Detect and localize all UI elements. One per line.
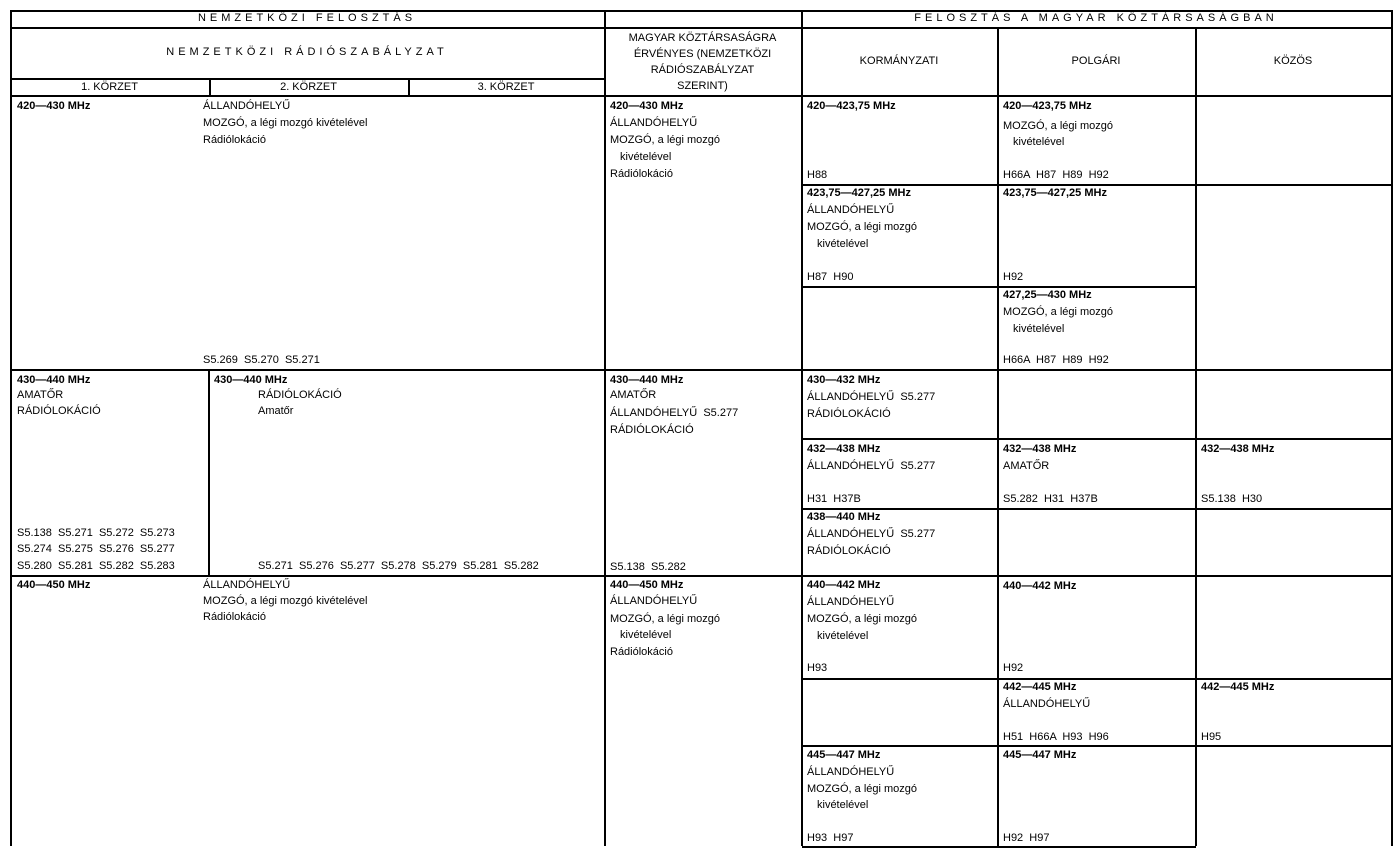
s2-region1-footnotes-2: S5.274 S5.275 S5.276 S5.277 — [17, 543, 175, 555]
s2-hu-service-1: AMATŐR — [610, 389, 657, 401]
s3-hu-service-1: ÁLLANDÓHELYŰ — [610, 595, 698, 607]
s2-civil-footnotes-2: S5.282 H31 H37B — [1003, 493, 1098, 505]
s3-hu-service-3: kivételével — [620, 629, 672, 641]
radio-regulations-title: NEMZETKÖZI RÁDIÓSZABÁLYZAT — [166, 46, 448, 58]
s2-gov-band-1: 430—432 MHz — [807, 374, 881, 386]
region-3-header: 3. KÖRZET — [477, 81, 535, 93]
s3-hu-service-2: MOZGÓ, a légi mozgó — [610, 613, 721, 625]
s1-civil-footnotes-1: H66A H87 H89 H92 — [1003, 169, 1109, 181]
s3-gov-service-3c: kivételével — [817, 799, 869, 811]
s1-gov-service-2c: kivételével — [817, 238, 869, 250]
s2-gov-band-2: 432—438 MHz — [807, 443, 881, 455]
s1-hu-band: 420—430 MHz — [610, 100, 684, 112]
s2-region23-band: 430—440 MHz — [214, 374, 288, 386]
s1-intl-band: 420—430 MHz — [17, 100, 91, 112]
s1-intl-footnotes: S5.269 S5.270 S5.271 — [203, 354, 320, 366]
s3-gov-band-3: 445—447 MHz — [807, 749, 881, 761]
s1-intl-service-3: Rádiólokáció — [203, 134, 266, 146]
s3-common-band-2: 442—445 MHz — [1201, 681, 1275, 693]
s1-gov-band-2: 423,75—427,25 MHz — [807, 187, 911, 199]
s2-region1-band: 430—440 MHz — [17, 374, 91, 386]
valid-header-line-3: RÁDIÓSZABÁLYZAT — [650, 64, 755, 76]
s1-gov-service-2b: MOZGÓ, a légi mozgó — [807, 221, 918, 233]
s3-civil-band-1: 440—442 MHz — [1003, 580, 1077, 592]
s2-region23-service-1: RÁDIÓLOKÁCIÓ — [258, 389, 342, 401]
s3-intl-service-3: Rádiólokáció — [203, 611, 266, 623]
s2-hu-band: 430—440 MHz — [610, 374, 684, 386]
s3-gov-service-1a: ÁLLANDÓHELYŰ — [807, 596, 895, 608]
s2-common-band-2: 432—438 MHz — [1201, 443, 1275, 455]
s3-civil-service-2: ÁLLANDÓHELYŰ — [1003, 698, 1091, 710]
s2-region23-service-2: Amatőr — [258, 405, 294, 417]
s2-gov-service-1b: RÁDIÓLOKÁCIÓ — [807, 408, 891, 420]
valid-header-line-1: MAGYAR KÖZTÁRSASÁGRA — [628, 32, 777, 44]
region-1-header: 1. KÖRZET — [81, 81, 138, 93]
region-2-header: 2. KÖRZET — [280, 81, 337, 93]
civil-header: POLGÁRI — [1071, 55, 1121, 67]
s2-hu-footnotes: S5.138 S5.282 — [610, 561, 686, 573]
s1-hu-service-4: Rádiólokáció — [610, 168, 673, 180]
s3-civil-footnotes-1: H92 — [1003, 662, 1024, 674]
s3-gov-service-1b: MOZGÓ, a légi mozgó — [807, 613, 918, 625]
s1-intl-service-1: ÁLLANDÓHELYŰ — [203, 100, 291, 112]
s2-common-footnotes-2: S5.138 H30 — [1201, 493, 1263, 505]
s2-hu-service-3: RÁDIÓLOKÁCIÓ — [610, 424, 694, 436]
s2-hu-service-2: ÁLLANDÓHELYŰ S5.277 — [610, 407, 739, 419]
s3-common-footnotes-2: H95 — [1201, 731, 1222, 743]
s2-region23-footnotes: S5.271 S5.276 S5.277 S5.278 S5.279 S5.281 S5.282 — [258, 560, 539, 572]
s1-gov-footnotes-2: H87 H90 — [807, 271, 854, 283]
s3-gov-footnotes-1: H93 — [807, 662, 828, 674]
s2-gov-footnotes-2: H31 H37B — [807, 493, 861, 505]
s3-intl-service-2: MOZGÓ, a légi mozgó kivételével — [203, 595, 368, 607]
s3-gov-service-1c: kivételével — [817, 630, 869, 642]
s2-gov-service-1a: ÁLLANDÓHELYŰ S5.277 — [807, 391, 936, 403]
s1-civil-service-2: kivételével — [1013, 136, 1065, 148]
s2-gov-service-2: ÁLLANDÓHELYŰ S5.277 — [807, 460, 936, 472]
s3-intl-service-1: ÁLLANDÓHELYŰ — [203, 579, 291, 591]
s3-intl-band: 440—450 MHz — [17, 579, 91, 591]
government-header: KORMÁNYZATI — [859, 55, 939, 67]
s3-civil-band-2: 442—445 MHz — [1003, 681, 1077, 693]
s2-region1-footnotes-3: S5.280 S5.281 S5.282 S5.283 — [17, 560, 175, 572]
s2-gov-service-3b: RÁDIÓLOKÁCIÓ — [807, 545, 891, 557]
valid-for-hungary-header — [604, 30, 801, 94]
s2-region1-service-1: AMATŐR — [17, 389, 64, 401]
s2-civil-band-2: 432—438 MHz — [1003, 443, 1077, 455]
s1-civil-band-2: 423,75—427,25 MHz — [1003, 187, 1107, 199]
s3-hu-band: 440—450 MHz — [610, 579, 684, 591]
s1-civil-service-3a: MOZGÓ, a légi mozgó — [1003, 306, 1114, 318]
s1-gov-service-2a: ÁLLANDÓHELYŰ — [807, 204, 895, 216]
s2-gov-band-3: 438—440 MHz — [807, 511, 881, 523]
s1-civil-footnotes-2: H92 — [1003, 271, 1024, 283]
valid-header-line-4: SZERINT) — [677, 80, 728, 92]
s1-intl-service-2: MOZGÓ, a légi mozgó kivételével — [203, 117, 368, 129]
s3-gov-service-3b: MOZGÓ, a légi mozgó — [807, 783, 918, 795]
s1-hu-service-2: MOZGÓ, a légi mozgó — [610, 134, 721, 146]
s2-civil-service-2: AMATŐR — [1003, 460, 1050, 472]
s3-gov-band-1: 440—442 MHz — [807, 579, 881, 591]
s1-civil-service-3b: kivételével — [1013, 323, 1065, 335]
s1-civil-service-1: MOZGÓ, a légi mozgó — [1003, 120, 1114, 132]
s1-hu-service-1: ÁLLANDÓHELYŰ — [610, 117, 698, 129]
hungary-allocation-title: FELOSZTÁS A MAGYAR KÖZTÁRSASÁGBAN — [914, 12, 1278, 24]
intl-allocation-title: NEMZETKÖZI FELOSZTÁS — [197, 12, 417, 24]
s1-gov-band-1: 420—423,75 MHz — [807, 100, 896, 112]
s2-region1-service-2: RÁDIÓLOKÁCIÓ — [17, 405, 101, 417]
common-header: KÖZÖS — [1273, 55, 1313, 67]
s2-region1-footnotes-1: S5.138 S5.271 S5.272 S5.273 — [17, 527, 175, 539]
s1-civil-band-3: 427,25—430 MHz — [1003, 289, 1092, 301]
s1-hu-service-3: kivételével — [620, 151, 672, 163]
s3-gov-service-3a: ÁLLANDÓHELYŰ — [807, 766, 895, 778]
s3-hu-service-4: Rádiólokáció — [610, 646, 673, 658]
s1-gov-footnotes-1: H88 — [807, 169, 828, 181]
s3-gov-footnotes-3: H93 H97 — [807, 832, 854, 844]
s1-civil-band-1: 420—423,75 MHz — [1003, 100, 1092, 112]
valid-header-line-2: ÉRVÉNYES (NEMZETKÖZI — [633, 48, 772, 60]
s1-civil-footnotes-3: H66A H87 H89 H92 — [1003, 354, 1109, 366]
s3-civil-footnotes-3: H92 H97 — [1003, 832, 1050, 844]
s2-gov-service-3a: ÁLLANDÓHELYŰ S5.277 — [807, 528, 936, 540]
s3-civil-band-3: 445—447 MHz — [1003, 749, 1077, 761]
s3-civil-footnotes-2: H51 H66A H93 H96 — [1003, 731, 1109, 743]
